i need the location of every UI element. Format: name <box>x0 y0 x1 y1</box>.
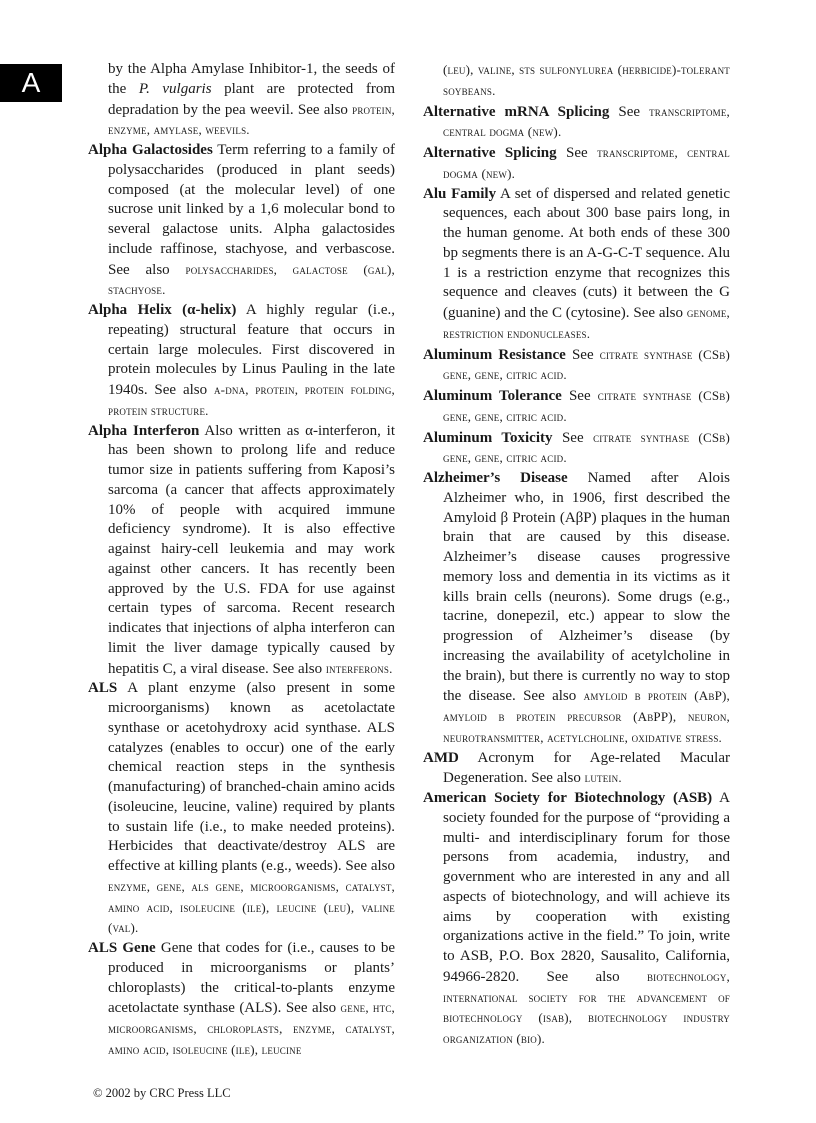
entry-text: See <box>556 145 598 161</box>
cross-reference: gene, htc, microorganisms, chloroplasts, enzyme, catalyst, amino acid, isoleucine (ile), leucine <box>108 1000 395 1057</box>
cross-reference: citrate synthase (CSb) gene, gene, citric acid. <box>443 429 730 466</box>
entry-text: See <box>609 103 650 120</box>
cross-reference: interferons. <box>325 660 393 676</box>
entry-term: Alpha Interferon <box>88 422 200 439</box>
entry-text: Also written as α-interferon, it has been shown to prolong life and reduce tumor size in patients suffering from Kaposi’s sarcoma (a cancer that affects approximately 10% of people with acquired immune deficiency syndrome). It is also effective against hairy-cell leukemia and may work against other cancers. It has recently been approved by the U.S. FDA for use against certain types of sarcoma. Recent research indicates that injections of alpha interferon can limit the liver damage typically caused by hepatitis C, a viral disease. See also <box>108 422 395 677</box>
entry-term: ALS <box>88 680 118 697</box>
glossary-entry <box>423 386 730 428</box>
copyright-footer: © 2002 by CRC Press LLC <box>93 1086 231 1100</box>
glossary-entry <box>423 345 730 387</box>
entry-term: AMD <box>423 749 459 766</box>
entry-term: Aluminum Toxicity <box>423 429 553 446</box>
entry-term: Alu Family <box>423 185 497 202</box>
cross-reference: a-dna, protein, protein folding, protein structure. <box>108 382 395 418</box>
glossary-entry <box>88 679 395 939</box>
right-column <box>423 60 730 1050</box>
entry-text: by the Alpha Amylase Inhibitor-1, the seeds of the <box>108 61 395 97</box>
glossary-entry <box>423 428 730 470</box>
cross-reference: transcriptome, central dogma (new). <box>443 103 730 140</box>
cross-reference: genome, restriction endonucleases. <box>443 305 730 341</box>
glossary-entry <box>423 185 730 345</box>
cross-reference: biotechnology, international society for the advancement of biotechnology (isab), biotechnology industry organization (bio). <box>443 968 730 1046</box>
entry-continuation <box>88 60 395 141</box>
entry-term: Aluminum Resistance <box>423 346 566 363</box>
entry-text: Term referring to a family of polysaccharides (produced in plant seeds) composed (at the molecular level) of one sucrose unit linked by a 1,6 molecular bond to several galactose units. Alpha galactosides include raffinose, stachyose, and verbascose. See also <box>108 142 396 278</box>
section-letter-tab: A <box>0 64 62 102</box>
glossary-entry <box>423 749 730 790</box>
entry-text: A society founded for the purpose of “providing a multi- and interdisciplinary forum for those persons from academia, industry, and government who are interested in any and all aspects of biotechnology, and will achieve its aims by cooperation with existing organizations active in the field.” To join, write to ASB, P.O. Box 2820, Sausalito, California, 94966-2820. See also <box>443 790 730 985</box>
entry-text: A plant enzyme (also present in some microorganisms) known as acetolactate synthase or acetohydroxy acid synthase. ALS catalyzes (enables to occur) one of the early chemical reaction steps in the synthesis (manufacturing) of branched-chain amino acids (isoleucine, leucine, valine) required by plants to sustain life (i.e., to make needed proteins). Herbicides that deactivate/destroy ALS are effective at killing plants (e.g., weeds). See also <box>108 680 395 874</box>
cross-reference: citrate synthase (CSb) gene, gene, citric acid. <box>443 388 730 424</box>
glossary-entry <box>423 789 730 1050</box>
entry-text: See <box>552 429 594 446</box>
cross-reference: transcriptome, central dogma (new). <box>443 145 730 181</box>
glossary-entry <box>88 939 395 1061</box>
entry-text: See <box>565 346 600 363</box>
entry-term: ALS Gene <box>88 940 156 956</box>
entry-term: Alternative mRNA Splicing <box>423 103 610 120</box>
glossary-entry <box>423 469 730 749</box>
cross-reference: lutein. <box>584 770 622 786</box>
entry-term: Alzheimer’s Disease <box>423 470 568 486</box>
glossary-entry <box>423 143 730 185</box>
entry-term: Alternative Splicing <box>423 145 557 161</box>
cross-reference: polysaccharides, galactose (gal), stachyose. <box>108 261 395 298</box>
entry-term: American Society for Biotechnology (ASB) <box>423 790 713 806</box>
cross-reference: (leu), valine, sts sulfonylurea (herbicide)-tolerant soybeans. <box>443 62 730 98</box>
entry-text: Acronym for Age-related Macular Degeneration. See also <box>443 749 730 787</box>
cross-reference: enzyme, gene, als gene, microorganisms, catalyst, amino acid, isoleucine (ile), leucine (leu), valine (val). <box>108 878 395 936</box>
entry-term: Aluminum Tolerance <box>423 388 562 404</box>
glossary-entry <box>423 102 730 144</box>
glossary-entry <box>88 422 395 680</box>
entry-continuation <box>423 60 730 102</box>
entry-text: Named after Alois Alzheimer who, in 1906, first described the Amyloid β Protein (AβP) plaques in the human brain that are caused by this disease. Alzheimer’s disease causes progressive memory loss and dementia in its victims as it kills brain cells (neurons). Some drugs (e.g., tacrine, donepezil, etc.) appear to slow the progression of Alzheimer’s disease (by increasing the availability of acetylcholine in the brain), but there is currently no way to stop the disease. See also <box>443 470 730 705</box>
entry-text: A highly regular (i.e., repeating) structural feature that occurs in certain large molecules. First discovered in protein molecules by Linus Pauling in the late 1940s. See also <box>108 302 395 398</box>
entry-text: Gene that codes for (i.e., causes to be produced in microorganisms or plants’ chloroplasts) the critical-to-plants enzyme acetolactate synthase (ALS). See also <box>108 940 396 1017</box>
entry-text: A set of dispersed and related genetic sequences, each about 300 base pairs long, in the human genome. At both ends of these 300 bp segments there is an A-G-C-T sequence. Alu 1 is a restriction enzyme that recognizes this sequence and cleaves (cuts) it between the G (guanine) and the C (cytosine). See also <box>443 185 730 321</box>
cross-reference: citrate synthase (CSb) gene, gene, citric acid. <box>443 346 730 383</box>
glossary-entry <box>88 141 395 301</box>
left-column <box>88 60 395 1061</box>
italic-text: P. vulgaris <box>138 80 212 97</box>
entry-text: plant are protected from depradation by the pea weevil. See also <box>108 80 396 118</box>
entry-term: Alpha Galactosides <box>88 142 213 158</box>
glossary-entry <box>88 301 395 422</box>
entry-term: Alpha Helix (α-helix) <box>88 302 237 318</box>
entry-text: See <box>561 388 598 404</box>
cross-reference: protein, enzyme, amylase, weevils. <box>108 101 395 138</box>
cross-reference: amyloid β protein (AβP), amyloid β protein precursor (AβPP), neuron, neurotransmitter, acetylcholine, oxidative stress. <box>443 688 731 745</box>
